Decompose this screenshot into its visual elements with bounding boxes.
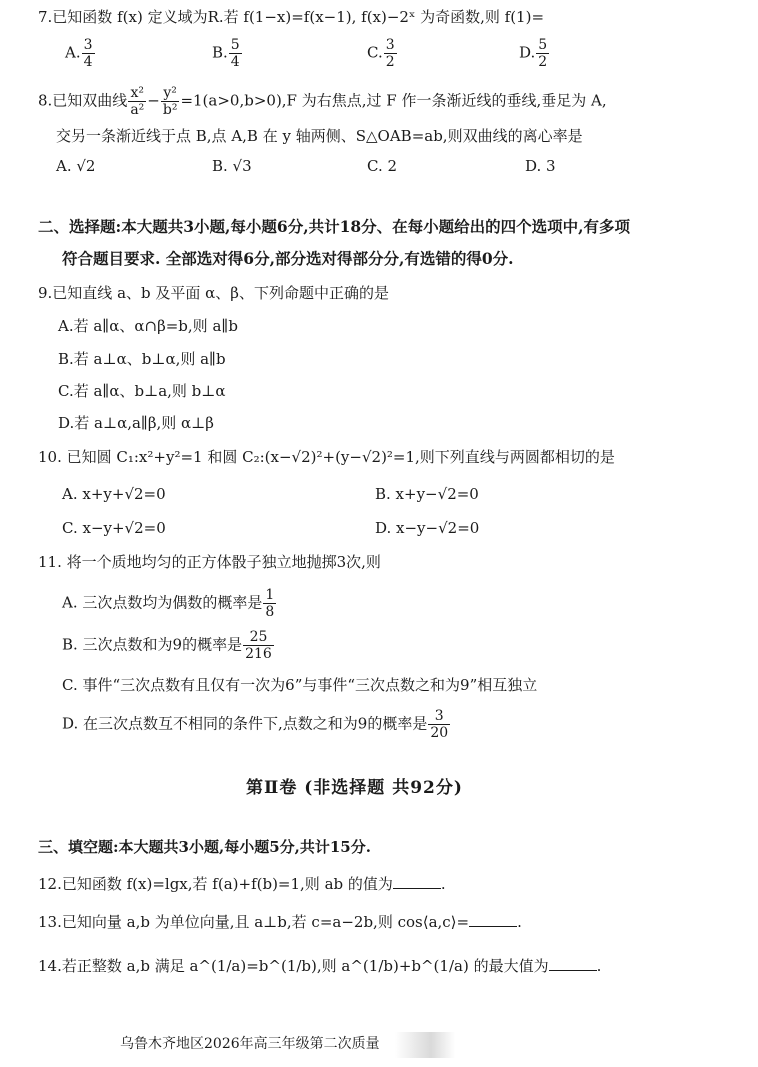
q10-stem: 10. 已知圆 C₁:x²+y²=1 和圆 C₂:(x−√2)²+(y−√2)²=1,则下列直线与两圆都相切的是 [38,448,615,466]
q13-line: 13.已知向量 a,b 为单位向量,且 a⊥b,若 c=a−2b,则 cos⟨a,c⟩= . [38,913,522,931]
q7-stem: 7.已知函数 f(x) 定义域为R.若 f(1−x)=f(x−1), f(x)−2ˣ 为奇函数,则 f(1)= [38,8,545,26]
q11-option-d-frac: $\frac{3}{20}$ [430,708,449,741]
q11-option-b-frac: $\frac{25}{216}$ [245,629,272,662]
q8-frac-x: $\frac{\text{x²}}{\text{a²}}$ [130,85,145,118]
q12-answer-blank[interactable] [393,874,441,889]
q9-option-a[interactable]: A.若 a∥α、α∩β=b,则 a∥b [58,317,238,335]
page-footer: 乌鲁木齐地区2026年高三年级第二次质量 [120,1036,380,1052]
q8-frac-y: $\frac{\text{y²}}{\text{b²}}$ [162,85,178,118]
q10-option-c[interactable]: C. x−y+√2=0 [62,519,166,537]
q10-option-a[interactable]: A. x+y+√2=0 [62,485,166,503]
q8-stem-line1: 8.已知双曲线 $\frac{\text{x²}}{\text{a²}}$ − $\frac{\text{y²}}{\text{b²}}$ =1(a>0,b>0),F 为右焦点,过 F 作一条渐近线的垂线,垂足为 A, [38,85,607,118]
q8-option-d[interactable]: D. 3 [525,157,556,175]
q8-option-c[interactable]: C. 2 [367,157,398,175]
q7-option-d[interactable] [519,38,550,69]
q7-option-a-label: A. [65,43,81,62]
section2-line1: 二、选择题:本大题共3小题,每小题6分,共计18分、在每小题给出的四个选项中,有多项 [38,217,631,236]
q11-option-a[interactable]: A. 三次点数均为偶数的概率是 $\frac{1}{8}$ [62,587,275,620]
q9-stem: 9.已知直线 a、b 及平面 α、β、下列命题中正确的是 [38,284,389,302]
q9-option-c[interactable]: C.若 a∥α、b⊥a,则 b⊥α [58,382,226,400]
q9-option-d[interactable]: D.若 a⊥α,a∥β,则 α⊥β [58,414,214,432]
footer-fade [395,1032,455,1058]
section2-line2: 符合题目要求. 全部选对得6分,部分选对得部分分,有选错的得0分. [62,249,514,268]
q7-option-b[interactable] [212,38,243,69]
q7-option-c-value: $\frac{3}{2}$ [385,37,395,70]
q8-option-a[interactable]: A. √2 [56,157,96,175]
q10-option-b[interactable]: B. x+y−√2=0 [375,485,479,503]
q8-option-b[interactable]: B. √3 [212,157,252,175]
section3-heading: 三、填空题:本大题共3小题,每小题5分,共计15分. [38,838,371,856]
q11-stem: 11. 将一个质地均匀的正方体骰子独立地抛掷3次,则 [38,553,381,571]
q8-stem-line2: 交另一条渐近线于点 B,点 A,B 在 y 轴两侧、S△OAB=ab,则双曲线的离心率是 [56,127,583,145]
q7-option-c[interactable] [367,38,398,69]
q7-option-c-label: C. [367,43,383,62]
q7-option-d-label: D. [519,43,536,62]
q7-option-a-value: $\frac{3}{4}$ [83,37,93,70]
q7-option-d-value: $\frac{5}{2}$ [538,37,548,70]
q11-option-c[interactable]: C. 事件“三次点数有且仅有一次为6”与事件“三次点数之和为9”相互独立 [62,676,538,694]
q11-option-b[interactable]: B. 三次点数和为9的概率是 $\frac{25}{216}$ [62,629,272,662]
part2-title: 第Ⅱ卷 (非选择题 共92分) [246,778,463,798]
q12-line: 12.已知函数 f(x)=lgx,若 f(a)+f(b)=1,则 ab 的值为 . [38,875,446,893]
q14-line: 14.若正整数 a,b 满足 a^(1/a)=b^(1/b),则 a^(1/b)+b^(1/a) 的最大值为 . [38,957,602,975]
q7-option-b-value: $\frac{5}{4}$ [230,37,240,70]
q7-option-a[interactable] [65,38,96,69]
q11-option-a-frac: $\frac{1}{8}$ [265,587,275,620]
q9-option-b[interactable]: B.若 a⊥α、b⊥α,则 a∥b [58,350,226,368]
q11-option-d[interactable]: D. 在三次点数互不相同的条件下,点数之和为9的概率是 $\frac{3}{20}$ [62,708,449,741]
q7-option-b-label: B. [212,43,228,62]
q10-option-d[interactable]: D. x−y−√2=0 [375,519,480,537]
q13-answer-blank[interactable] [469,912,517,927]
q14-answer-blank[interactable] [549,956,597,971]
